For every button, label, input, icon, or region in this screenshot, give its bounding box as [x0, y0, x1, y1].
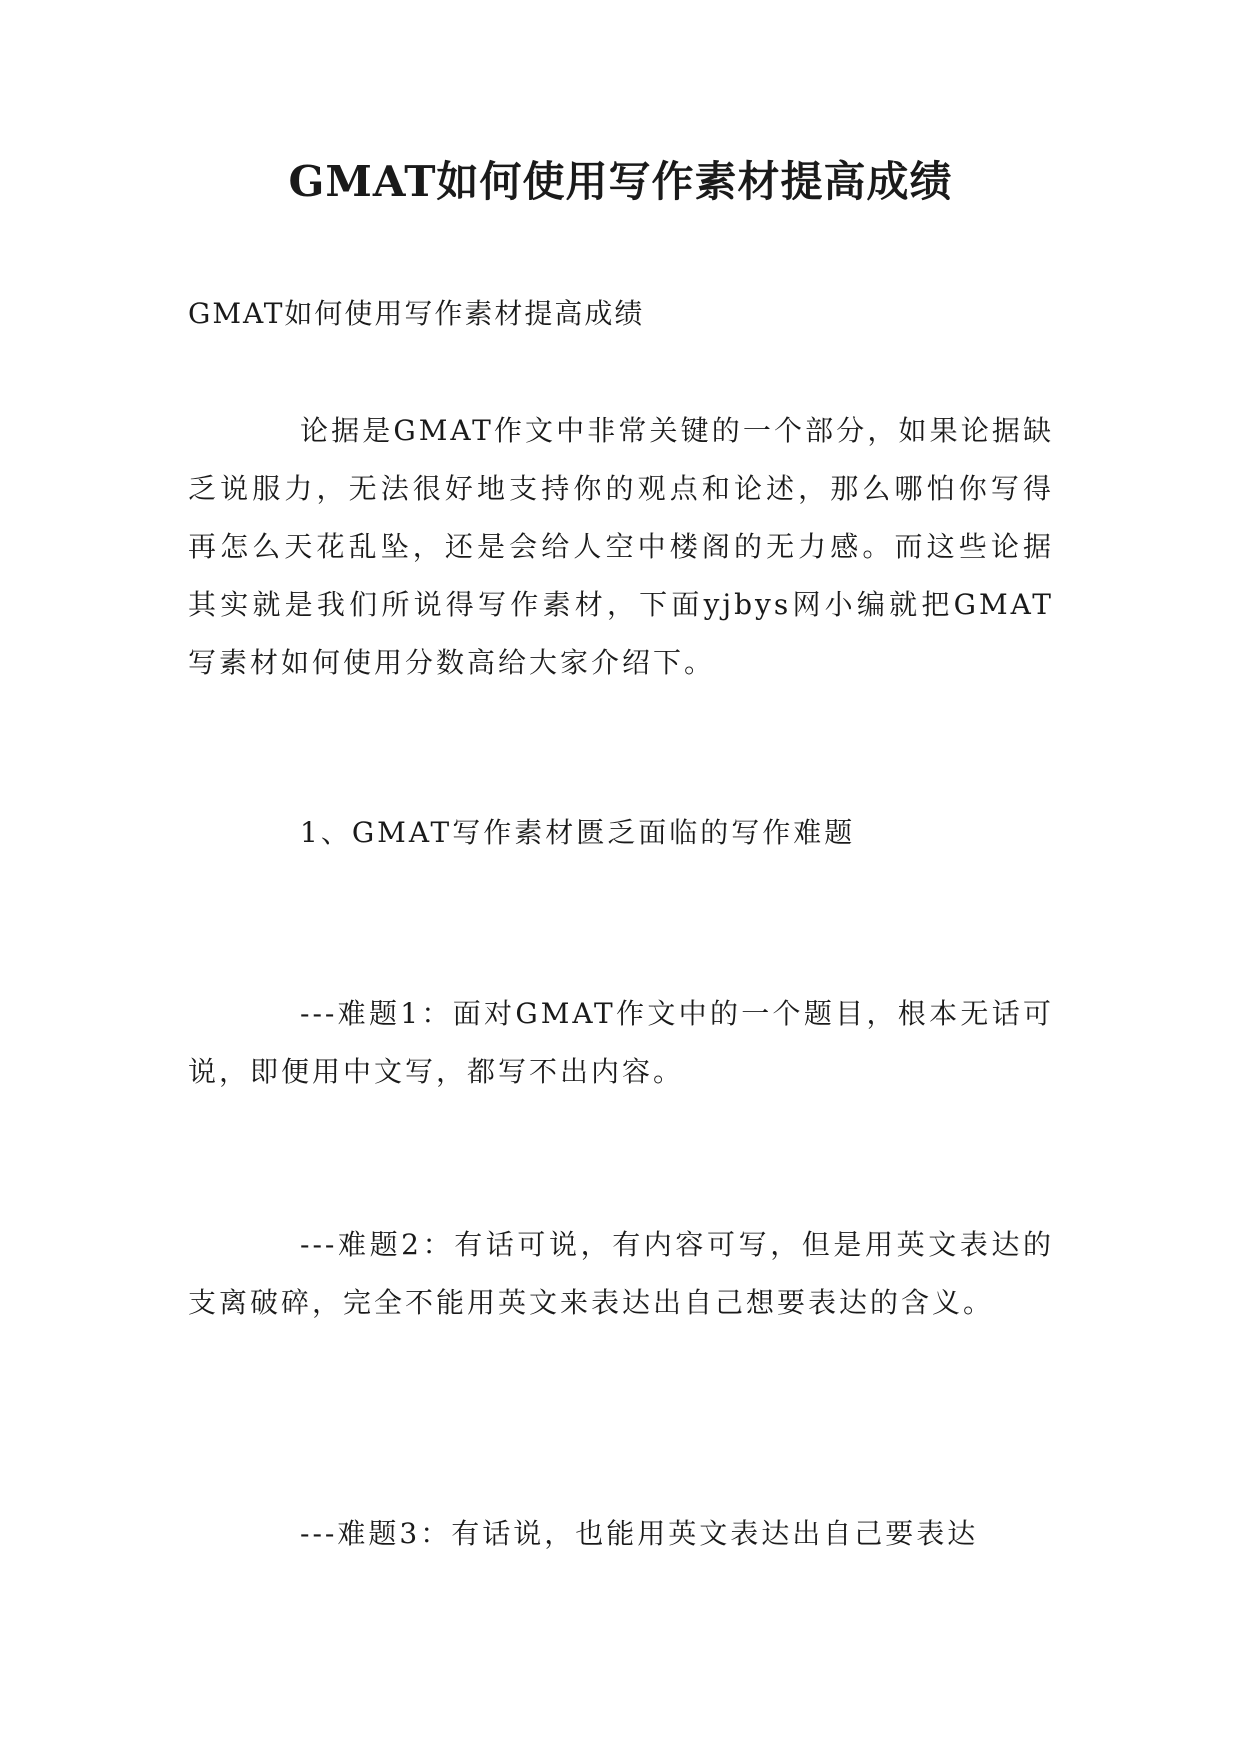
document-title: GMAT如何使用写作素材提高成绩 [288, 157, 953, 206]
difficulty-1-paragraph: ---难题1：面对GMAT作文中的一个题目，根本无话可说，即便用中文写，都写不出内容。 [188, 997, 1054, 1088]
document-subtitle: GMAT如何使用写作素材提高成绩 [188, 297, 645, 330]
difficulty-2-paragraph: ---难题2：有话可说，有内容可写，但是用英文表达的支离破碎，完全不能用英文来表达出自己想要表达的含义。 [188, 1228, 1054, 1319]
intro-paragraph: 论据是GMAT作文中非常关键的一个部分，如果论据缺乏说服力，无法很好地支持你的观点和论述，那么哪怕你写得再怎么天花乱坠，还是会给人空中楼阁的无力感。而这些论据其实就是我们所说得写作素材，下面yjbys网小编就把GMAT写素材如何使用分数高给大家介绍下。 [188, 414, 1054, 679]
difficulty-3-paragraph: ---难题3：有话说，也能用英文表达出自己要表达 [300, 1517, 979, 1550]
section-heading-1: 1、GMAT写作素材匮乏面临的写作难题 [300, 816, 856, 849]
